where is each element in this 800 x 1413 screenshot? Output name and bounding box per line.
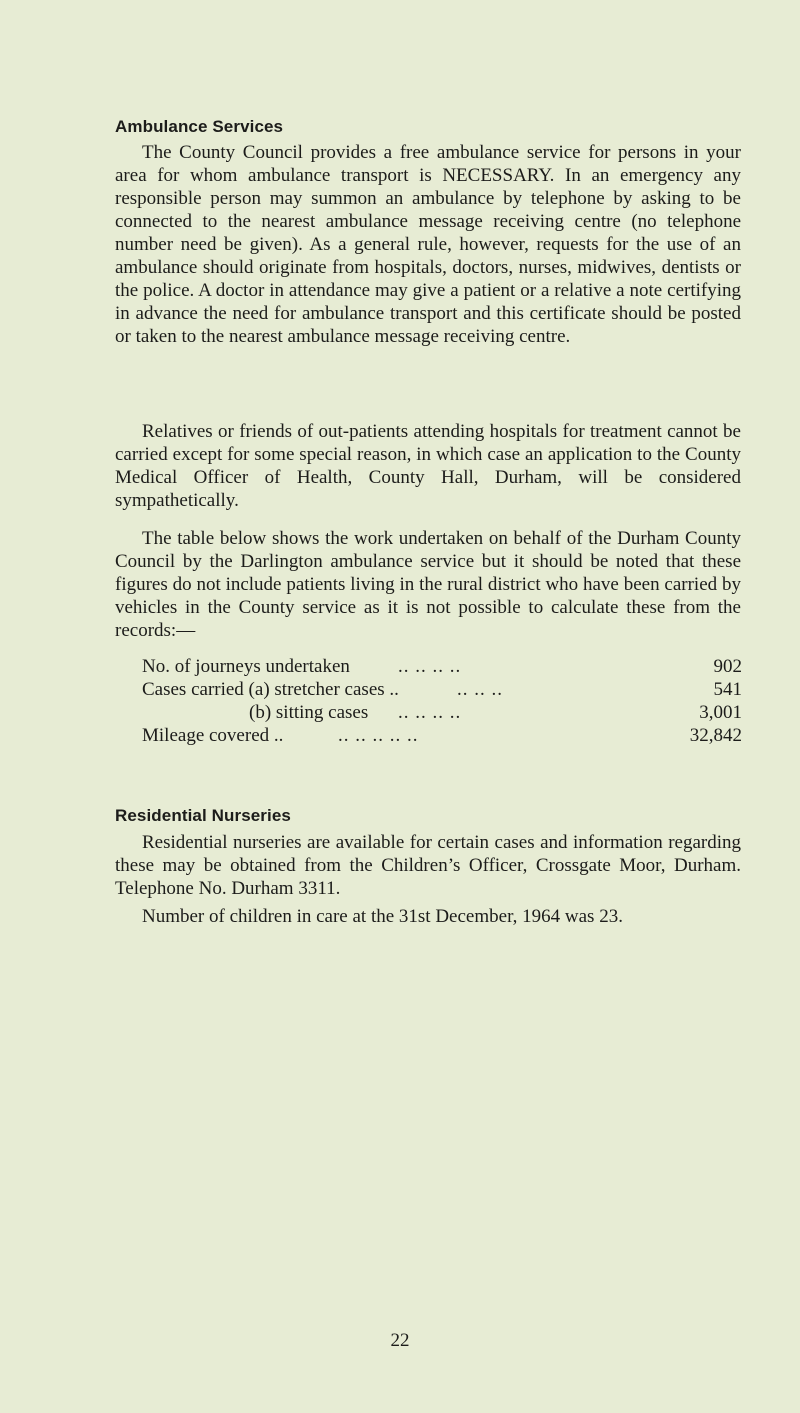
stat-label: Mileage covered .. bbox=[142, 725, 284, 746]
stat-row-journeys bbox=[142, 655, 742, 678]
stat-label: No. of journeys undertaken bbox=[142, 656, 350, 677]
stat-value: 3,001 bbox=[699, 702, 742, 723]
ambulance-intro-paragraph: The County Council provides a free ambulance service for persons in your area for whom ambulance transport is NECESSARY. In an emergency any responsible person may summon an ambulance by telephone by asking to be connected to the nearest ambulance message receiving centre (no telephone number need be given). As a general rule, however, requests for the use of an ambulance should originate from hospitals, doctors, nurses, midwives, dentists or the police. A doctor in attendance may give a patient or a relative a note certifying in advance the need for ambulance transport and this certificate should be posted or taken to the nearest ambulance message receiving centre. bbox=[115, 142, 741, 347]
children-in-care-paragraph: Number of children in care at the 31st December, 1964 was 23. bbox=[142, 906, 623, 927]
stat-leader-dots: .. .. .. .. bbox=[398, 656, 462, 677]
ambulance-services-heading: Ambulance Services bbox=[115, 117, 284, 136]
ambulance-stats-table bbox=[142, 655, 742, 747]
out-patients-paragraph: Relatives or friends of out-patients attending hospitals for treatment cannot be carried except for some special reason, in which case an application to the County Medical Officer of Health, County Hall, Durham, will be considered sympathetically. bbox=[115, 421, 741, 511]
stat-label: (b) sitting cases bbox=[249, 702, 369, 723]
stat-leader-dots: .. .. .. .. .. bbox=[338, 725, 419, 746]
stat-row-mileage bbox=[142, 724, 742, 747]
page-number: 22 bbox=[390, 1330, 410, 1351]
stat-leader-dots: .. .. .. .. bbox=[398, 702, 462, 723]
table-intro-paragraph: The table below shows the work undertaken on behalf of the Durham County Council by the Darlington ambulance service but it should be noted that these figures do not include patients living in the rural district who have been carried by vehicles in the County service as it is not possible to calculate these from the records:— bbox=[115, 528, 741, 641]
residential-nurseries-heading: Residential Nurseries bbox=[115, 806, 291, 825]
stat-row-sitting-cases bbox=[142, 701, 742, 724]
stat-value: 32,842 bbox=[689, 725, 742, 746]
stat-value: 541 bbox=[713, 679, 742, 700]
stat-label: Cases carried (a) stretcher cases .. bbox=[142, 679, 399, 700]
stat-row-stretcher-cases bbox=[142, 678, 742, 701]
stat-value: 902 bbox=[713, 656, 742, 677]
nurseries-info-paragraph: Residential nurseries are available for certain cases and information regarding these may be obtained from the Children’s Officer, Crossgate Moor, Durham. Telephone No. Durham 3311. bbox=[115, 832, 741, 899]
stat-leader-dots: .. .. .. bbox=[457, 679, 503, 700]
